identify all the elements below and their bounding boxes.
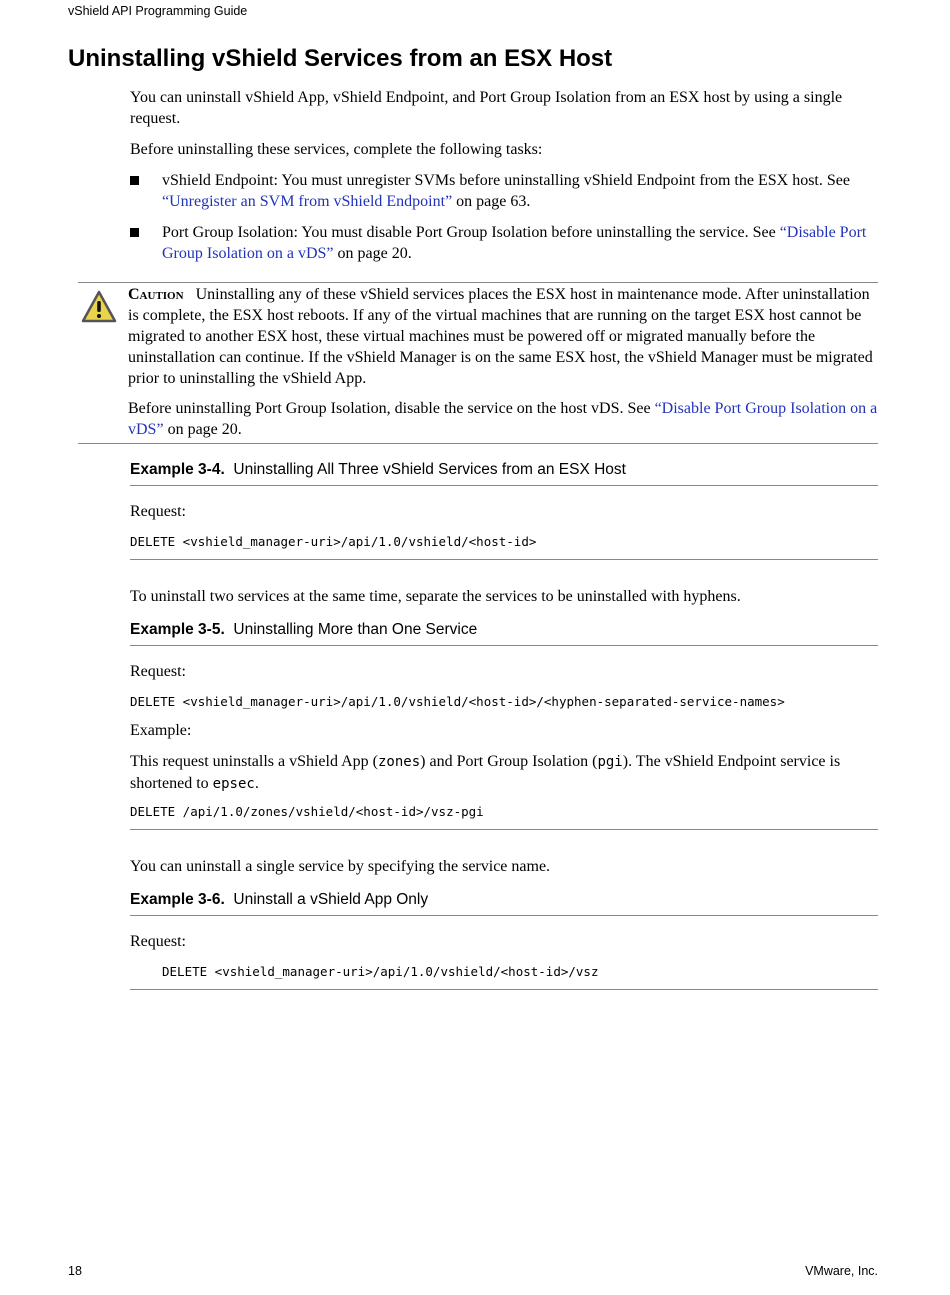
desc-text: . [254,775,259,792]
example-description [130,751,880,795]
inline-code-pgi: pgi [597,754,623,770]
running-header: vShield API Programming Guide [68,4,248,18]
bullet-page-ref: on page 63. [452,193,531,210]
caution-text-2: Before uninstalling Port Group Isolation, disable the service on the host vDS. See [128,400,655,417]
page-number: 18 [68,1264,82,1278]
code-line: DELETE <vshield_manager-uri>/api/1.0/vshield/<host-id>/vsz [162,964,599,979]
example-caption: Uninstall a vShield App Only [233,891,429,908]
request-label: Request: [130,663,186,680]
example-title [130,891,428,909]
desc-text: This request uninstalls a vShield App ( [130,753,378,770]
bullet-mark [130,228,139,237]
example-number: Example 3-4. [130,461,225,478]
link-unregister-svm[interactable]: “Unregister an SVM from vShield Endpoint” [162,193,453,210]
caution-label: Caution [128,286,184,303]
caution-page-ref: on page 20. [163,421,242,438]
example-title [130,461,626,479]
bullet-item-endpoint [162,170,880,212]
example-caption: Uninstalling More than One Service [233,621,478,638]
body-paragraph: To uninstall two services at the same time, separate the services to be uninstalled with hyphens. [130,588,741,605]
code-line: DELETE <vshield_manager-uri>/api/1.0/vshield/<host-id>/<hyphen-separated-service-names> [130,694,785,709]
request-label: Request: [130,933,186,950]
example-bottom-rule [130,829,878,830]
example-top-rule [130,645,878,646]
request-label: Request: [130,503,186,520]
example-title [130,621,477,639]
example-caption: Uninstalling All Three vShield Services from an ESX Host [233,461,626,478]
code-line: DELETE <vshield_manager-uri>/api/1.0/vshield/<host-id> [130,534,537,549]
desc-text: ). The vShield Endpoint service is shortened to [130,753,841,792]
intro-paragraph: You can uninstall vShield App, vShield Endpoint, and Port Group Isolation from an ESX host by using a single request. [130,89,843,127]
warning-icon [81,290,117,323]
bullet-item-port-group [162,222,880,264]
caution-top-rule [78,282,878,283]
inline-code-zones: zones [377,754,421,770]
example-bottom-rule [130,989,878,990]
example-top-rule [130,485,878,486]
example-top-rule [130,915,878,916]
caution-paragraph [128,284,880,389]
example-label: Example: [130,722,192,739]
inline-code-epsec: epsec [212,776,255,792]
link-disable-port-group-isolation[interactable]: “Disable Port Group Isolation on a vDS” [162,224,867,262]
bullet-mark [130,176,139,185]
caution-paragraph-2 [128,398,880,440]
bullet-text: vShield Endpoint: You must unregister SVMs before uninstalling vShield Endpoint from the ESX host. See [162,172,850,189]
example-number: Example 3-5. [130,621,225,638]
body-paragraph: You can uninstall a single service by specifying the service name. [130,858,551,875]
code-line: DELETE /api/1.0/zones/vshield/<host-id>/vsz-pgi [130,804,484,819]
before-tasks-paragraph: Before uninstalling these services, complete the following tasks: [130,141,543,158]
link-disable-port-group-isolation-2[interactable]: “Disable Port Group Isolation on a vDS” [128,400,878,438]
caution-text: Uninstalling any of these vShield services places the ESX host in maintenance mode. After uninstallation is complete, the ESX host reboots. If any of the virtual machines that are running on the target ESX host cannot be migrated to another ESX host, these virtual machines must be powered off or migrated manually before the uninstallation can continue. If the vShield Manager is on the same ESX host, the vShield Manager must be migrated prior to uninstalling the vShield App. [128,286,873,387]
example-bottom-rule [130,559,878,560]
section-title: Uninstalling vShield Services from an ESX Host [68,45,613,72]
bullet-text: Port Group Isolation: You must disable Port Group Isolation before uninstalling the service. See [162,224,780,241]
footer-company: VMware, Inc. [805,1264,878,1278]
example-number: Example 3-6. [130,891,225,908]
bullet-page-ref: on page 20. [333,245,412,262]
caution-bottom-rule [78,443,878,444]
desc-text: ) and Port Group Isolation ( [420,753,598,770]
